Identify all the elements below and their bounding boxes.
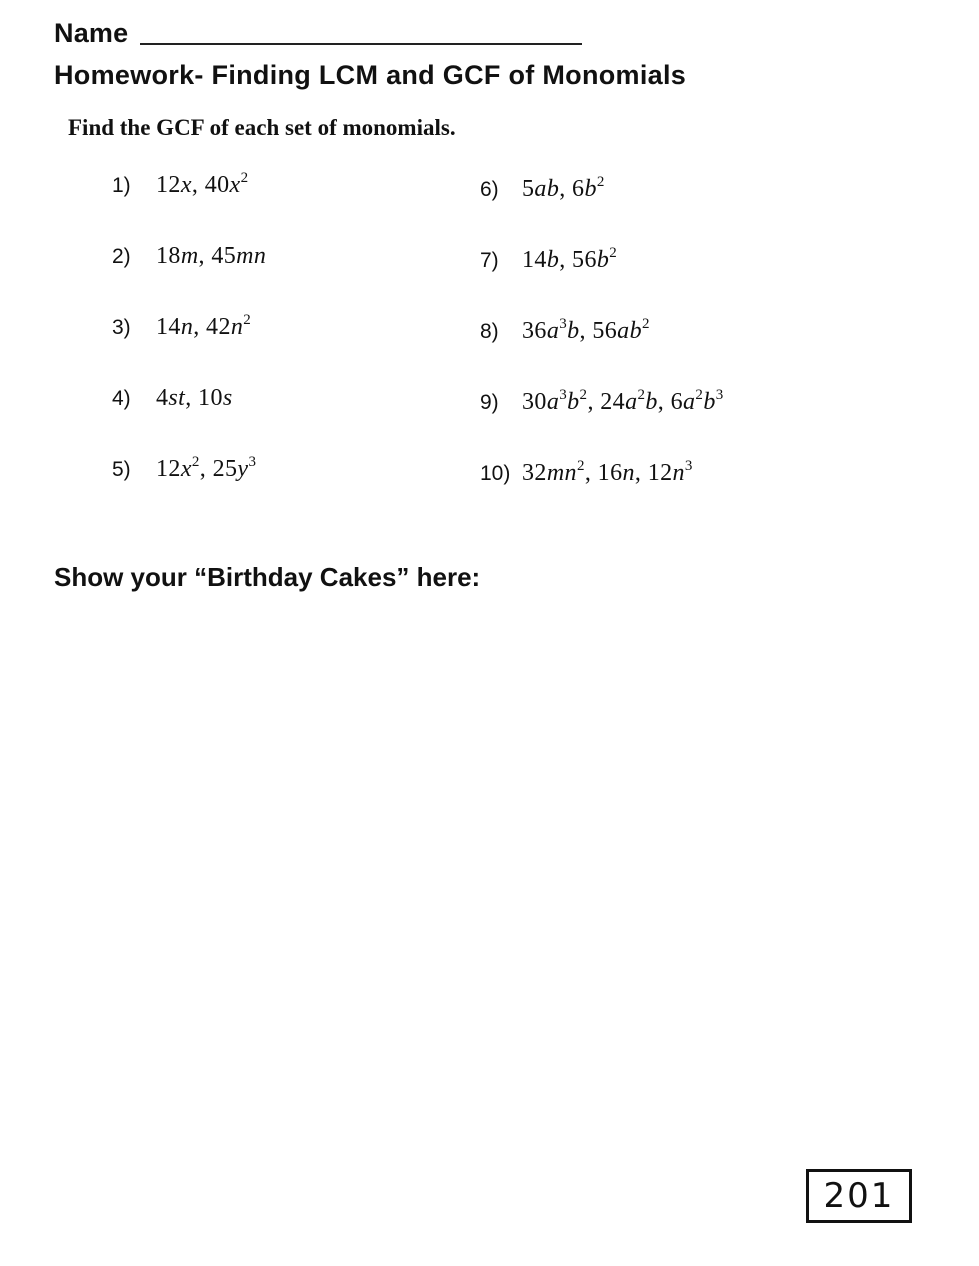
problem-expression: $36a^3b$, $56ab^2$: [522, 316, 650, 344]
problem-number: 9): [480, 391, 499, 414]
page-title: Homework- Finding LCM and GCF of Monomials: [54, 60, 687, 90]
problem-number: 8): [480, 320, 499, 343]
work-section-heading: Show your “Birthday Cakes” here:: [54, 562, 481, 592]
problem-expression: $30a^3b^2$, $24a^2b$, $6a^2b^3$: [522, 387, 724, 415]
name-row: [54, 18, 582, 49]
problem-expression: $12x^2$, $25y^3$: [156, 454, 257, 482]
problem-expression: 4st, 10s: [156, 385, 233, 411]
problem-7: [480, 247, 617, 274]
problem-number: 5): [112, 458, 131, 481]
instruction-text: Find the GCF of each set of monomials.: [68, 115, 456, 140]
name-blank-line[interactable]: [140, 43, 582, 45]
problem-number: 3): [112, 316, 131, 339]
page-number: 201: [823, 1176, 895, 1216]
problem-expression: 12x, $40x^2$: [156, 170, 249, 198]
problem-1: [112, 172, 248, 199]
problem-expression: $32mn^2$, 16n, $12n^3$: [522, 458, 693, 486]
problem-10: [480, 460, 693, 487]
problem-expression: 14n, $42n^2$: [156, 312, 252, 340]
problem-number: 4): [112, 387, 131, 410]
problem-9: [480, 389, 724, 416]
problem-number: 1): [112, 174, 131, 197]
problem-number: 6): [480, 178, 499, 201]
problem-expression: 18m, 45mn: [156, 243, 267, 269]
problem-4: [112, 385, 233, 412]
problem-6: [480, 176, 605, 203]
problem-expression: 5ab, $6b^2$: [522, 174, 605, 202]
name-label: Name: [54, 18, 129, 48]
problem-2: [112, 243, 266, 270]
problem-number: 2): [112, 245, 131, 268]
problem-3: [112, 314, 251, 341]
problem-number: 7): [480, 249, 499, 272]
problem-8: [480, 318, 650, 345]
problem-expression: 14b, $56b^2$: [522, 245, 618, 273]
page-number-box: [806, 1169, 912, 1223]
problem-5: [112, 456, 256, 483]
problem-number: 10): [480, 462, 511, 485]
